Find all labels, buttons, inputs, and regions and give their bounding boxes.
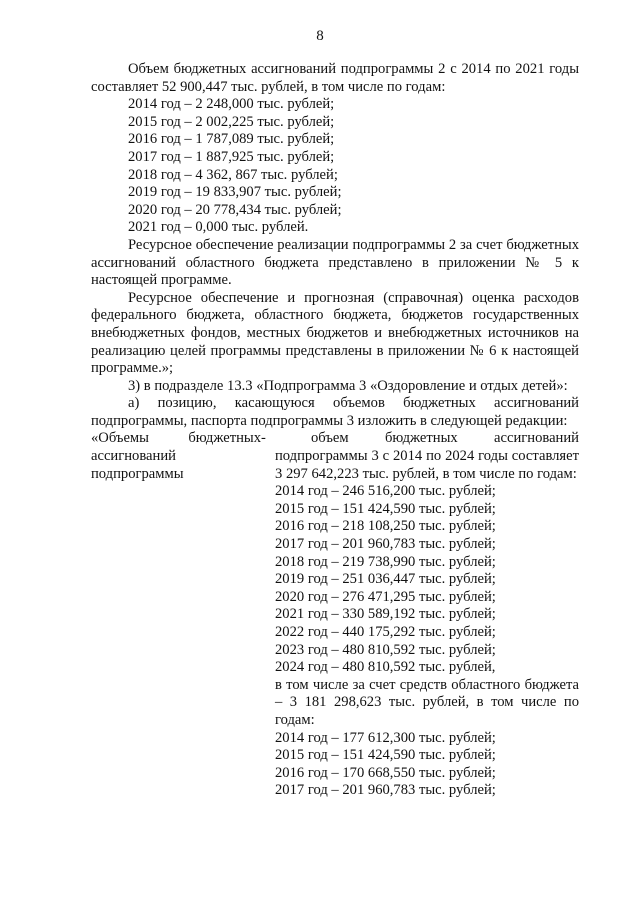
year-line: 2014 год – 2 248,000 тыс. рублей; <box>128 96 335 113</box>
passport-total-text: объем бюджетных ассигнований подпрограммы 3 с 2014 по 2024 годы составляет 3 297 642,223 тыс. рублей, в том числе по годам: <box>275 430 579 482</box>
passport-row <box>91 430 579 799</box>
year-line: 2021 год – 0,000 тыс. рублей. <box>128 219 309 236</box>
passport-regional-year-line: 2015 год – 151 424,590 тыс. рублей; <box>275 747 496 764</box>
passport-year-line: 2019 год – 251 036,447 тыс. рублей; <box>275 571 496 588</box>
paragraph-subsection-13-3: 3) в подразделе 13.3 «Подпрограмма 3 «Оздоровление и отдых детей»: <box>128 377 568 394</box>
page-number: 8 <box>316 28 324 44</box>
passport-label: «Объемы бюджетных ассигнований подпрограммы <box>91 430 261 482</box>
passport-year-line: 2023 год – 480 810,592 тыс. рублей; <box>275 641 496 658</box>
passport-label-cell <box>91 430 261 799</box>
year-line: 2017 год – 1 887,925 тыс. рублей; <box>128 148 335 165</box>
passport-regional-text: в том числе за счет средств областного бюджета – 3 181 298,623 тыс. рублей, в том числе по годам: <box>275 676 579 728</box>
passport-regional-year-line: 2014 год – 177 612,300 тыс. рублей; <box>275 729 496 746</box>
passport-year-line: 2017 год – 201 960,783 тыс. рублей; <box>275 536 496 553</box>
passport-year-line: 2015 год – 151 424,590 тыс. рублей; <box>275 500 496 517</box>
passport-year-line: 2024 год – 480 810,592 тыс. рублей, <box>275 659 496 676</box>
passport-value-cell <box>275 430 579 799</box>
year-line: 2018 год – 4 362, 867 тыс. рублей; <box>128 166 338 183</box>
paragraph-subprogram2-volume: Объем бюджетных ассигнований подпрограммы 2 с 2014 по 2021 годы составляет 52 900,447 тыс. рублей, в том числе по годам: <box>91 61 579 95</box>
year-line: 2015 год – 2 002,225 тыс. рублей; <box>128 113 335 130</box>
paragraph-position-change: а) позицию, касающуюся объемов бюджетных ассигнований подпрограммы, паспорта подпрограммы 3 изложить в следующей редакции: <box>91 395 579 429</box>
passport-regional-year-line: 2017 год – 201 960,783 тыс. рублей; <box>275 782 496 799</box>
year-line: 2020 год – 20 778,434 тыс. рублей; <box>128 201 342 218</box>
passport-year-line: 2021 год – 330 589,192 тыс. рублей; <box>275 606 496 623</box>
paragraph-resource-provision: Ресурсное обеспечение реализации подпрограммы 2 за счет бюджетных ассигнований областного бюджета представлено в приложении № 5 к настоящей программе. <box>91 236 579 289</box>
year-line: 2016 год – 1 787,089 тыс. рублей; <box>128 131 335 148</box>
passport-dash: - <box>261 430 266 447</box>
paragraph-forecast-estimate: Ресурсное обеспечение и прогнозная (справочная) оценка расходов федерального бюджета, областного бюджета, бюджетов государственных внебюджетных фондов, местных бюджетов и внебюджетных источников на реализацию целей программы представлены в приложении № 6 к настоящей программе.»; <box>91 289 579 377</box>
passport-regional-year-line: 2016 год – 170 668,550 тыс. рублей; <box>275 764 496 781</box>
passport-year-line: 2014 год – 246 516,200 тыс. рублей; <box>275 483 496 500</box>
document-body <box>91 61 579 800</box>
passport-year-line: 2022 год – 440 175,292 тыс. рублей; <box>275 624 496 640</box>
passport-year-line: 2018 год – 219 738,990 тыс. рублей; <box>275 553 496 570</box>
passport-year-line: 2016 год – 218 108,250 тыс. рублей; <box>275 518 496 535</box>
passport-year-line: 2020 год – 276 471,295 тыс. рублей; <box>275 588 496 605</box>
year-line: 2019 год – 19 833,907 тыс. рублей; <box>128 184 342 201</box>
